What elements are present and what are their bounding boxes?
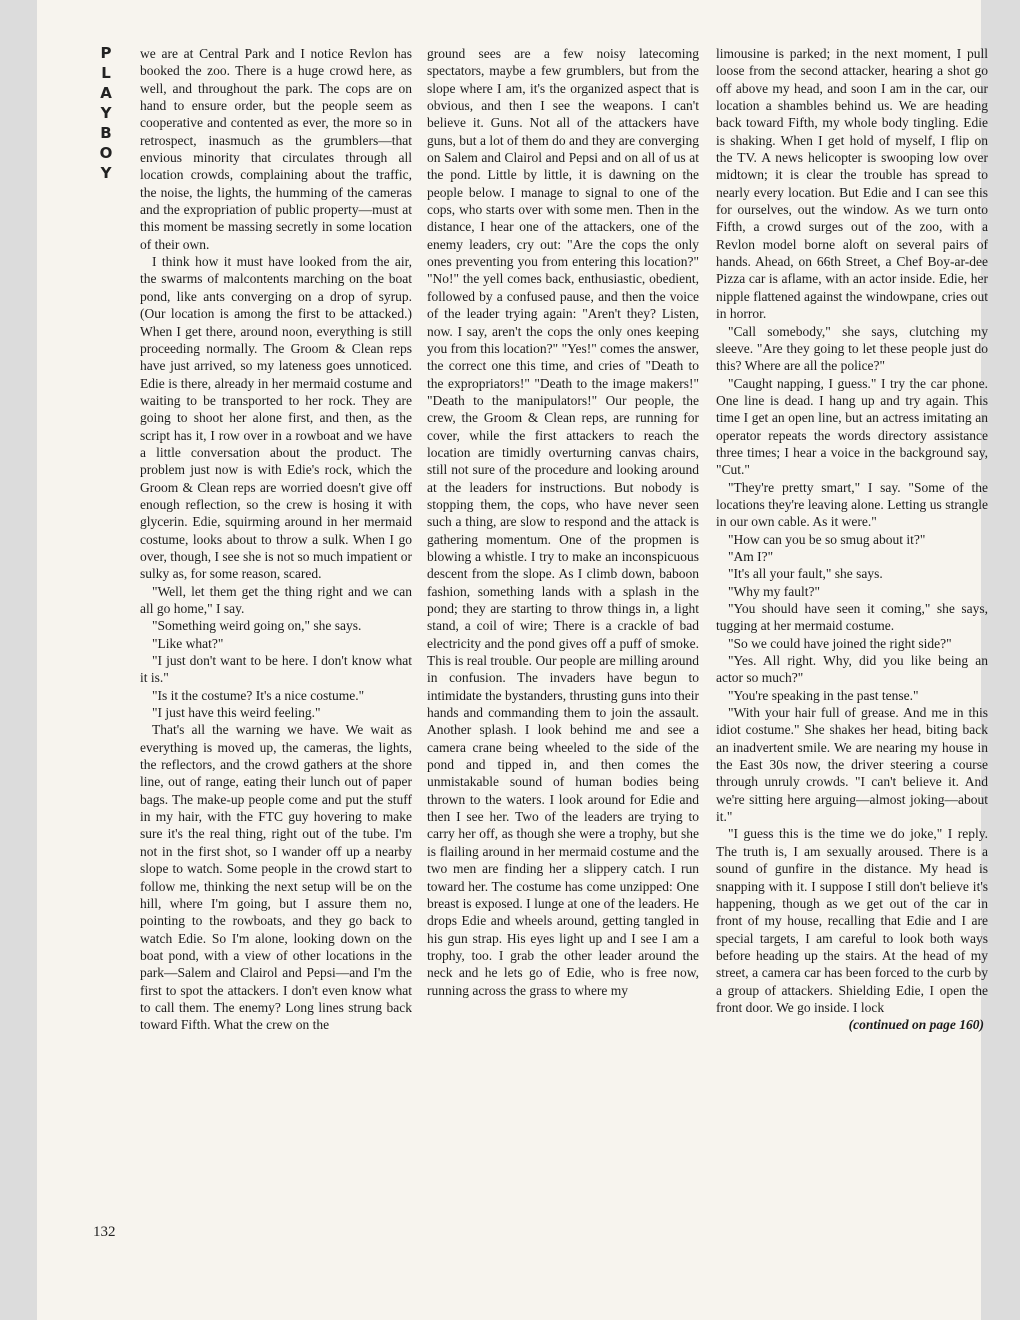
paragraph: "Call somebody," she says, clutching my sleeve. "Are they going to let these people just do this? Where are all the police?" <box>716 323 988 374</box>
paragraph: "Something weird going on," she says. <box>152 618 362 634</box>
paragraph: limousine is parked; in the next moment, I pull loose from the second attacker, hearing a shot go off above my head, and soon I am in the car, our location a shambles behind us. We are heading back toward Fifth, my whole body tingling. Edie is shaking. When I get hold of myself, I flip on the TV. A news helicopter is swooping low over midtown; it is clear the trouble has spread to nearly every location. But Edie and I can see this for ourselves, out the window. As we turn onto Fifth, a crowd surges out of the zoo, with a Revlon model borne aloft on several pairs of hands. Ahead, on 66th Street, a Chef Boy-ar-dee Pizza car is aflame, with an actor inside. Edie, her nipple flattened against the windowpane, cries out in horror. <box>716 46 988 322</box>
paragraph: "Why my fault?" <box>728 583 820 599</box>
magazine-masthead: PLAYBOY <box>97 44 115 184</box>
page-number: 132 <box>93 1224 116 1240</box>
paragraph: "So we could have joined the right side?" <box>728 635 952 651</box>
text-column-2 <box>427 45 699 999</box>
paragraph: ground sees are a few noisy latecoming spectators, maybe a few grumblers, but from the slope where I am, it's the organized aspect that is obvious, and then I see the weapons. I can't believe it. Guns. Not all of the attackers have guns, but a lot of them do and they are converging on Salem and Clairol and Pepsi and on all of us at the pond. Little by little, it is dawning on the people below. I manage to signal to one of the cops, who starts over with some men. Then in the distance, I hear one of the attackers, one of the enemy leaders, cry out: "Are the cops the only ones preventing you from entering this location?" "No!" the yell comes back, enthusiastic, obedient, followed by a confused pause, and then the voice of the leader trying again: "Aren't they? Listen, now. I say, aren't the cops the only ones keeping you from this location?" "Yes!" comes the answer, the correct one this time, and cries of "Death to the expropriators!" "Death to the image makers!" "Death to the manipulators!" Our people, the crew, the Groom & Clean reps, are running for cover, while the first attackers to reach the location are timidly overturning canvas chairs, still not sure of the procedure and looking around at the leaders for instructions. But nobody is stopping them, the cops, who have never seen such a thing, are slow to respond and the attack is gathering momentum. One of the propmen is blowing a whistle. I try to make an inconspicuous descent from the slope. As I climb down, baboon fashion, something lands with a splash in the pond; they are starting to throw things in, a light stand, a coil of wire; There is a crackle of bad electricity and the pond gives off a puff of smoke. This is real trouble. Our people are milling around in confusion. The invaders have begun to intimidate the bystanders, thrusting guns into their hands and commanding them to join the assault. Another splash. I look behind me and see a camera crane being wheeled to the side of the pond and tipped in, and then comes the unmistakable sound of human bodies being thrown to the waters. I look around for Edie and then I see her. Two of the leaders are trying to carry her off, as though she were a trophy, but she is flailing around in her mermaid costume and the two men are finding her a slippery catch. I run toward her. The costume has come unzipped: One breast is exposed. I lunge at one of the leaders. He drops Edie and wheels around, getting tangled in his gun strap. His eyes light up and I see I am a trophy, too. I grab the other leader around the neck and he lets go of Edie, who is free now, running across the grass to where my <box>427 46 699 998</box>
paragraph: "I just have this weird feeling." <box>152 705 321 721</box>
paragraph: "Am I?" <box>728 548 774 564</box>
paragraph: That's all the warning we have. We wait as everything is moved up, the cameras, the lights, the reflectors, and the crowd gathers at the shore line, out of range, eating their lunch out of paper bags. The make-up people come and put the stuff in my hair, with the FTC guy hovering to make sure it's the real thing, right out of the tube. I'm not in the first shot, so I wander off up a nearby slope to watch. Some people in the crowd start to follow me, thinking the next setup will be on the hill, where I'm going, but I assure them no, pointing to the rowboats, and they go back to watch Edie. So I'm alone, looking down on the boat pond, with a view of other locations in the park—Salem and Clairol and Pepsi—and I'm the first to spot the attackers. I don't even know what to call them. The enemy? Long lines strung back toward Fifth. What the crew on the <box>140 722 412 1033</box>
continued-note: (continued on page 160) <box>848 1017 984 1033</box>
paragraph: "It's all your fault," she says. <box>728 566 883 582</box>
magazine-page <box>37 0 988 1320</box>
paragraph: "You're speaking in the past tense." <box>728 687 919 703</box>
paragraph: I think how it must have looked from the air, the swarms of malcontents marching on the boat pond, like ants converging on a drop of syrup. (Our location is among the first to be attacked.) When I get there, around noon, everything is still proceeding normally. The Groom & Clean reps have just arrived, so my lateness goes unnoticed. Edie is there, already in her mermaid costume and waiting to be transported to her rock. They are going to shoot her alone first, and then, as the script has it, I row over in a rowboat and we have a little conversation about the product. The problem just now is with Edie's rock, which the Groom & Clean reps are worried doesn't give off enough reflection, so the crew is hosing it with glycerin. Edie, squirming around in her mermaid costume, looks about to throw a sulk. When I go over, though, I see she is not so much impatient or sulky as, for some reason, scared. <box>140 254 412 582</box>
paragraph: we are at Central Park and I notice Revlon has booked the zoo. There is a huge crowd here, as well, and throughout the park. The cops are on hand to ensure order, but the people seem as cooperative and contented as ever, the more so in retrospect, inasmuch as the grumblers—that envious minority that circulates through all location crowds, complaining about the traffic, the noise, the lights, the humming of the cameras and the expropriation of public property—must at this moment be massing secretly in some location of their own. <box>140 46 412 252</box>
paragraph: "With your hair full of grease. And me in this idiot costume." She shakes her head, biting back an inadvertent smile. We are nearing my house in the East 30s now, the driver steering a course through unruly crowds. "I can't believe it. And we're sitting here arguing—almost joking—about it." <box>716 705 988 825</box>
paragraph: "Like what?" <box>152 635 224 651</box>
paragraph: "I guess this is the time we do joke," I reply. The truth is, I am sexually aroused. There is a sound of gunfire in the distance. My head is snapping with it. I suppose I still don't believe it's happening, though as we get out of the car in front of my house, recalling that Edie and I are special targets, I am careful to look both ways before heading up the stairs. At the head of my street, a camera car has been forced to the curb by a group of attackers. Shielding Edie, I open the front door. We go inside. I lock <box>716 826 988 1015</box>
paragraph: "They're pretty smart," I say. "Some of the locations they're leaving alone. Letting us strangle in our own cable. As it were." <box>716 479 988 530</box>
paragraph: "Yes. All right. Why, did you like being an actor so much?" <box>716 653 988 686</box>
paragraph: "How can you be so smug about it?" <box>728 531 926 547</box>
paragraph: "Caught napping, I guess." I try the car phone. One line is dead. I hang up and try again. This time I get an open line, but an actress imitating an operator repeats the words directory assistance three times; I hear a voice in the background say, "Cut." <box>716 375 988 478</box>
text-column-3 <box>716 45 988 1034</box>
text-column-1 <box>140 45 412 1034</box>
paragraph: "I just don't want to be here. I don't know what it is." <box>140 653 412 686</box>
paragraph: "Well, let them get the thing right and we can all go home," I say. <box>140 583 412 616</box>
paragraph: "You should have seen it coming," she says, tugging at her mermaid costume. <box>716 601 988 634</box>
paragraph: "Is it the costume? It's a nice costume." <box>152 687 365 703</box>
